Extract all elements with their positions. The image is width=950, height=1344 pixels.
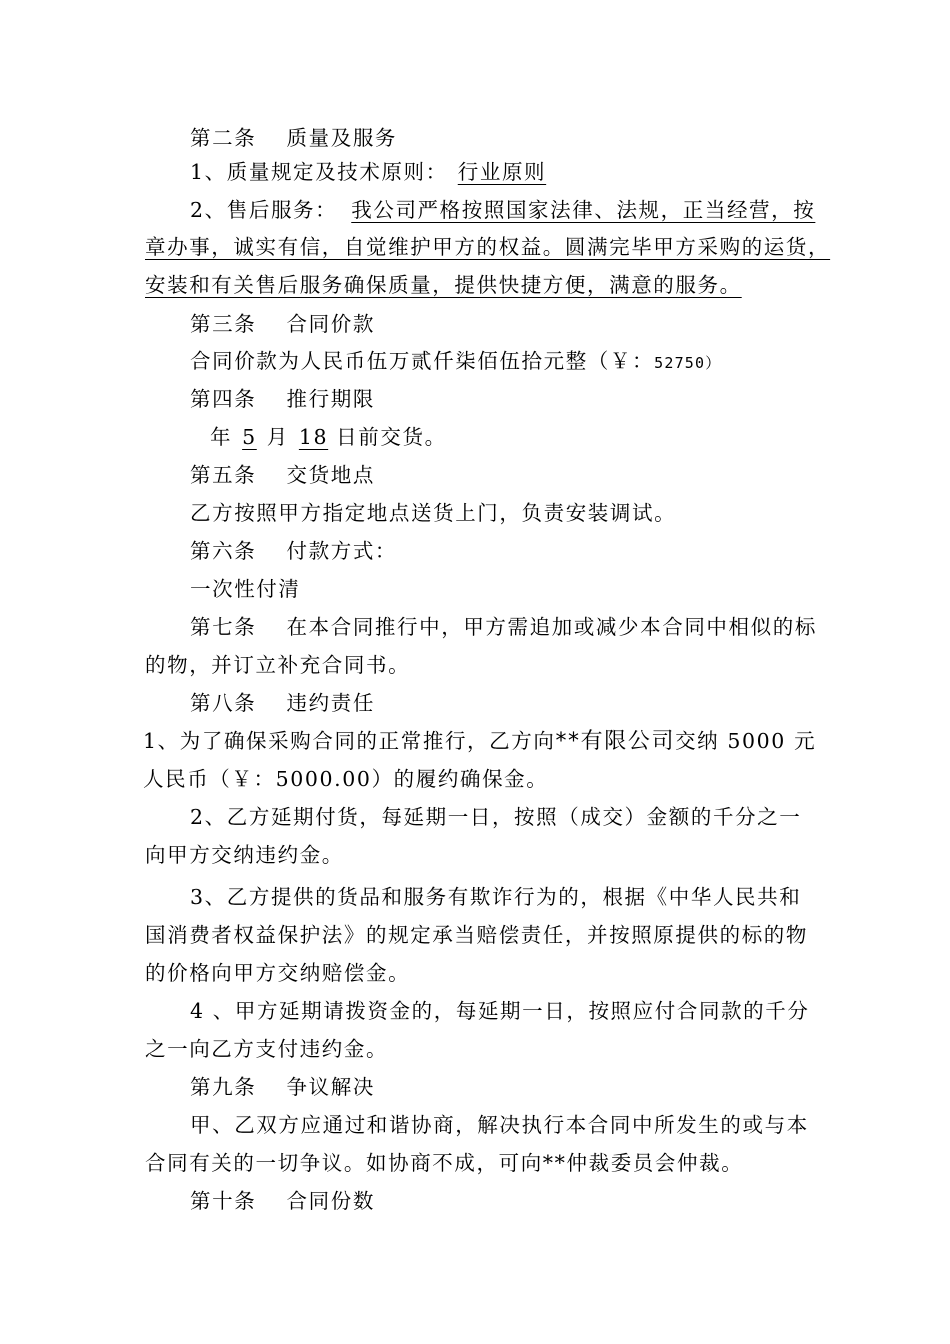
quality-standard-label: 1、质量规定及技术原则： <box>190 160 448 184</box>
article-6-title: 第六条 付款方式： <box>190 539 398 563</box>
liability-2-line-1: 2、乙方延期付货，每延期一日，按照（成交）金额的千分之一 <box>190 805 802 829</box>
dispute-line-2: 合同有关的一切争议。如协商不成，可向**仲裁委员会仲裁。 <box>145 1151 744 1175</box>
delivery-month: 5 <box>242 425 257 449</box>
liability-4-line-2: 之一向乙方支付违约金。 <box>145 1037 389 1061</box>
payment-method-text: 一次性付清 <box>190 577 301 601</box>
article-3-title: 第三条 合同价款 <box>190 312 375 336</box>
liability-3-line-1: 3、乙方提供的货品和服务有欺诈行为的，根据《中华人民共和 <box>190 885 802 909</box>
liability-4-line-1: 4 、甲方延期请拨资金的，每延期一日，按照应付合同款的千分 <box>190 999 810 1023</box>
delivery-day: 18 <box>298 425 329 449</box>
delivery-year-blank <box>190 425 210 449</box>
article-7-line-2: 的物，并订立补充合同书。 <box>145 653 411 677</box>
after-sales-line-3 <box>145 271 766 299</box>
liability-1-pre: 1、为了确保采购合同的正常推行，乙方向 <box>143 729 556 753</box>
delivery-location-text: 乙方按照甲方指定地点送货上门，负责安装调试。 <box>190 501 677 525</box>
liability-1-company: **有限公司 <box>555 729 676 754</box>
delivery-month-suffix: 月 <box>266 425 289 449</box>
contract-price-line <box>190 347 721 377</box>
quality-standard-line <box>190 158 572 186</box>
delivery-year-suffix: 年 <box>210 425 233 449</box>
article-5-title: 第五条 交货地点 <box>190 463 375 487</box>
liability-1-line-1 <box>143 727 816 756</box>
article-2-title: 第二条 质量及服务 <box>190 126 398 150</box>
dispute-line-1: 甲、乙双方应通过和谐协商，解决执行本合同中所发生的或与本 <box>190 1113 809 1137</box>
contract-price-amount: 52750 <box>654 354 706 372</box>
after-sales-text-3: 安装和有关售后服务确保质量，提供快捷方便，满意的服务。 <box>145 273 742 297</box>
delivery-date-line <box>190 423 447 451</box>
liability-3-line-3: 的价格向甲方交纳赔偿金。 <box>145 961 411 985</box>
after-sales-line-1 <box>190 196 815 224</box>
after-sales-text-2: 章办事，诚实有信，自觉维护甲方的权益。圆满完毕甲方采购的运货， <box>145 235 831 259</box>
contract-price-text: 合同价款为人民币伍万贰仟柒佰伍拾元整（￥： <box>190 349 655 373</box>
article-4-title: 第四条 推行期限 <box>190 387 375 411</box>
liability-1-post: 交纳 5000 元 <box>675 729 817 753</box>
quality-standard-value: 行业原则 <box>457 160 547 184</box>
after-sales-text-1: 我公司严格按照国家法律、法规，正当经营，按 <box>351 198 816 222</box>
contract-price-close: ） <box>705 354 722 372</box>
liability-2-line-2: 向甲方交纳违约金。 <box>145 843 344 867</box>
liability-3-line-2: 国消费者权益保护法》的规定承当赔偿责任，并按照原提供的标的物 <box>145 923 808 947</box>
after-sales-label: 2、售后服务： <box>190 198 338 222</box>
liability-1-line-2: 人民币（￥：5000.00）的履约确保金。 <box>143 767 549 791</box>
delivery-day-suffix: 日前交货。 <box>336 425 447 449</box>
article-7-line-1: 第七条 在本合同推行中，甲方需追加或减少本合同中相似的标 <box>190 615 817 639</box>
article-9-title: 第九条 争议解决 <box>190 1075 375 1099</box>
article-8-title: 第八条 违约责任 <box>190 691 375 715</box>
article-10-title: 第十条 合同份数 <box>190 1189 375 1213</box>
